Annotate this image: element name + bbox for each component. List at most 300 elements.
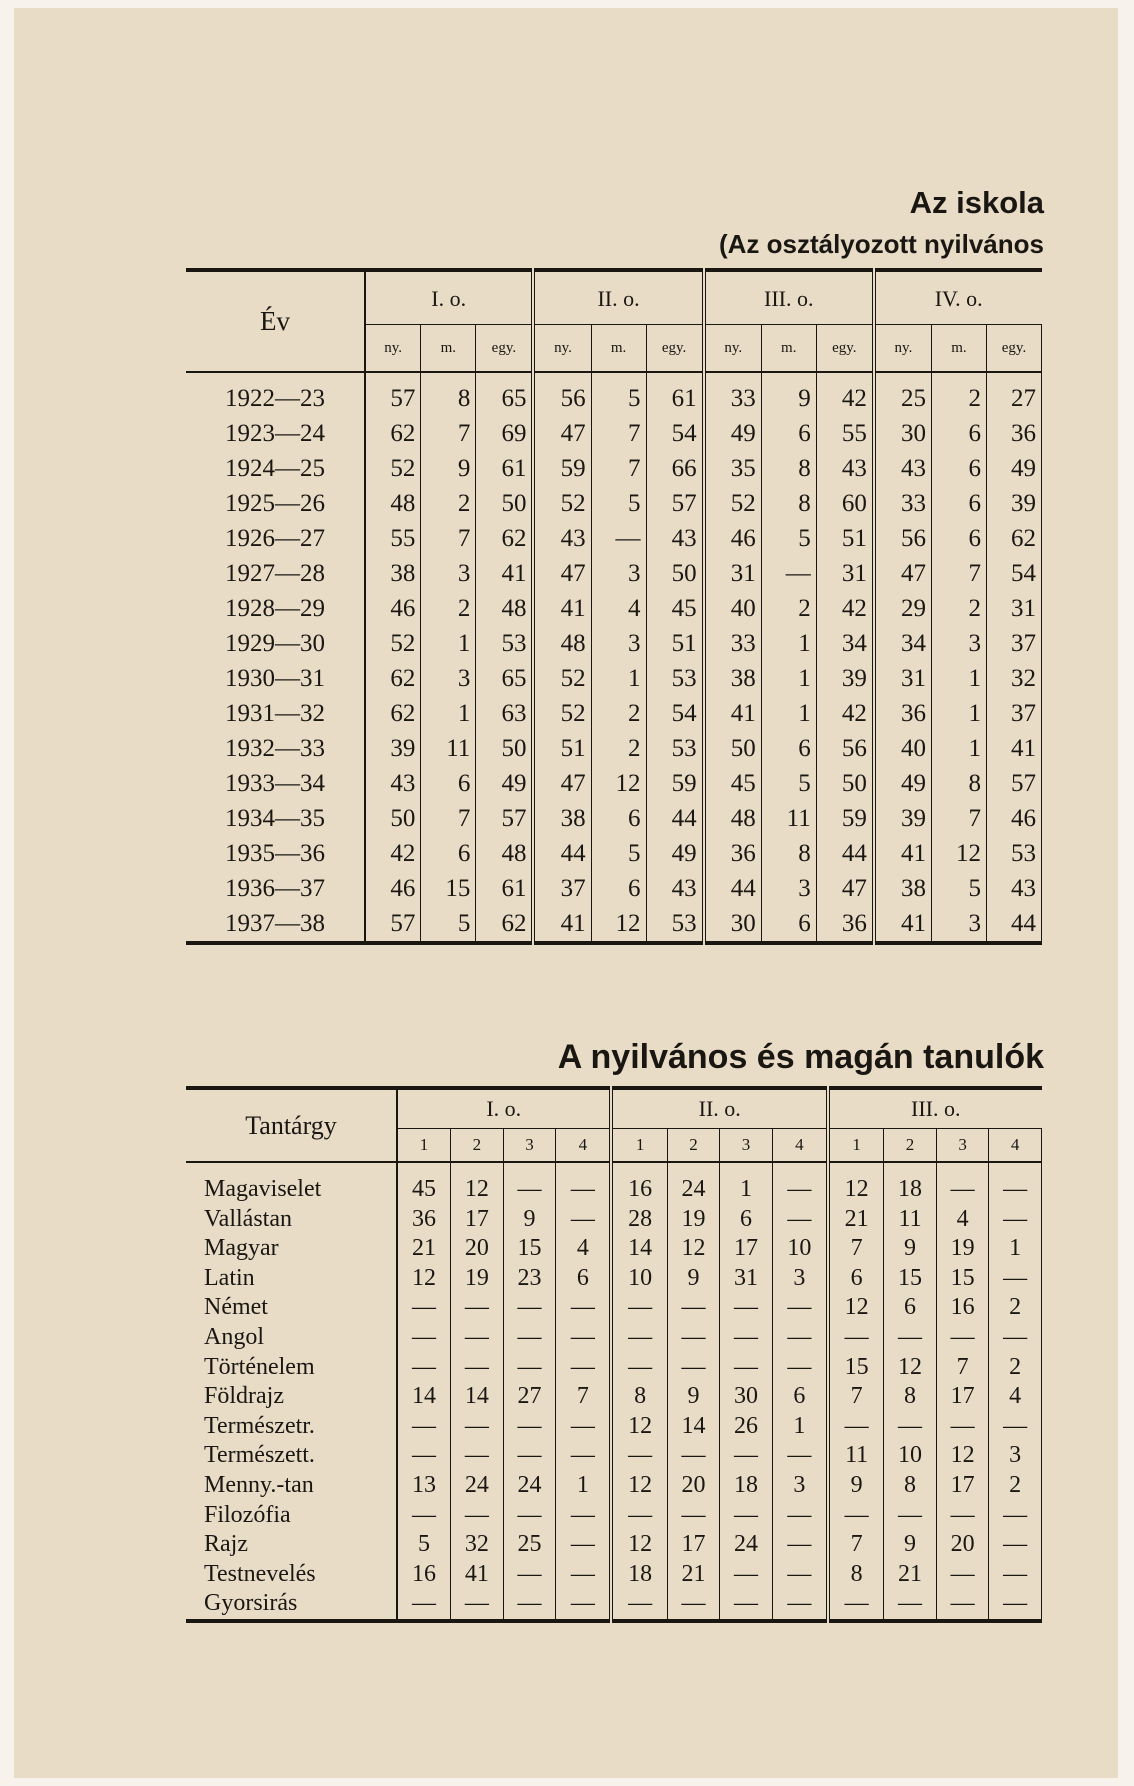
- value-cell: —: [451, 1441, 504, 1471]
- value-cell: 17: [936, 1471, 989, 1501]
- value-cell: 57: [365, 906, 421, 943]
- value-cell: 33: [874, 486, 932, 521]
- value-cell: 31: [874, 661, 932, 696]
- value-cell: 52: [533, 661, 591, 696]
- value-cell: 62: [476, 906, 534, 943]
- value-cell: 48: [476, 591, 534, 626]
- value-cell: 5: [761, 521, 816, 556]
- subcolumn-header: egy.: [816, 325, 874, 373]
- value-cell: 57: [365, 372, 421, 416]
- value-cell: 62: [986, 521, 1041, 556]
- value-cell: 9: [667, 1264, 720, 1294]
- value-cell: —: [989, 1589, 1042, 1621]
- year-cell: 1930—31: [186, 661, 365, 696]
- value-cell: 44: [816, 836, 874, 871]
- value-cell: 38: [704, 661, 762, 696]
- value-cell: —: [556, 1323, 612, 1353]
- year-cell: 1937—38: [186, 906, 365, 943]
- table-row: [186, 1162, 1042, 1205]
- value-cell: 56: [816, 731, 874, 766]
- value-cell: 49: [476, 766, 534, 801]
- value-cell: 46: [365, 871, 421, 906]
- value-cell: —: [936, 1589, 989, 1621]
- value-cell: —: [397, 1589, 451, 1621]
- value-cell: 31: [816, 556, 874, 591]
- value-cell: 6: [772, 1382, 828, 1412]
- value-cell: 39: [816, 661, 874, 696]
- value-cell: 27: [986, 372, 1041, 416]
- value-cell: —: [556, 1293, 612, 1323]
- value-cell: 9: [503, 1205, 556, 1235]
- value-cell: 54: [646, 696, 704, 731]
- value-cell: 43: [365, 766, 421, 801]
- value-cell: 8: [761, 451, 816, 486]
- value-cell: —: [556, 1412, 612, 1442]
- value-cell: 18: [611, 1560, 667, 1590]
- value-cell: —: [667, 1323, 720, 1353]
- value-cell: 41: [451, 1560, 504, 1590]
- value-cell: 5: [397, 1530, 451, 1560]
- value-cell: 17: [667, 1530, 720, 1560]
- value-cell: 12: [451, 1162, 504, 1205]
- value-cell: 56: [874, 521, 932, 556]
- value-cell: 36: [397, 1205, 451, 1235]
- value-cell: 45: [646, 591, 704, 626]
- class-header: II. o.: [611, 1088, 828, 1129]
- value-cell: 53: [986, 836, 1041, 871]
- value-cell: 8: [421, 372, 476, 416]
- value-cell: 44: [646, 801, 704, 836]
- value-cell: —: [611, 1441, 667, 1471]
- value-cell: —: [884, 1501, 937, 1531]
- value-cell: —: [772, 1589, 828, 1621]
- value-cell: 14: [397, 1382, 451, 1412]
- value-cell: 12: [611, 1530, 667, 1560]
- value-cell: 62: [365, 661, 421, 696]
- subcolumn-header: egy.: [986, 325, 1041, 373]
- value-cell: 24: [451, 1471, 504, 1501]
- value-cell: 23: [503, 1264, 556, 1294]
- value-cell: 37: [986, 626, 1041, 661]
- year-cell: 1928—29: [186, 591, 365, 626]
- value-cell: 43: [874, 451, 932, 486]
- value-cell: 2: [591, 731, 646, 766]
- value-cell: 37: [986, 696, 1041, 731]
- value-cell: 36: [874, 696, 932, 731]
- value-cell: —: [667, 1293, 720, 1323]
- value-cell: —: [936, 1323, 989, 1353]
- table-row: [186, 1589, 1042, 1621]
- value-cell: 12: [932, 836, 987, 871]
- subject-cell: Földrajz: [186, 1382, 397, 1412]
- table-row: [186, 451, 1042, 486]
- value-cell: —: [556, 1530, 612, 1560]
- value-cell: 49: [646, 836, 704, 871]
- value-cell: —: [772, 1205, 828, 1235]
- value-cell: 2: [932, 591, 987, 626]
- value-cell: 1: [932, 731, 987, 766]
- value-cell: 47: [874, 556, 932, 591]
- value-cell: —: [451, 1589, 504, 1621]
- value-cell: 49: [704, 416, 762, 451]
- value-cell: 50: [476, 486, 534, 521]
- value-cell: 24: [720, 1530, 773, 1560]
- year-cell: 1926—27: [186, 521, 365, 556]
- value-cell: 54: [986, 556, 1041, 591]
- yearly-enrollment-table: [186, 268, 1042, 945]
- value-cell: 53: [476, 626, 534, 661]
- value-cell: 41: [874, 836, 932, 871]
- value-cell: —: [397, 1412, 451, 1442]
- table-row: [186, 1471, 1042, 1501]
- value-cell: 8: [761, 836, 816, 871]
- value-cell: 65: [476, 661, 534, 696]
- subcolumn-header: m.: [932, 325, 987, 373]
- value-cell: 39: [874, 801, 932, 836]
- value-cell: —: [989, 1501, 1042, 1531]
- value-cell: 43: [533, 521, 591, 556]
- value-cell: 6: [591, 801, 646, 836]
- value-cell: 30: [874, 416, 932, 451]
- grade-subcolumn-header: 2: [451, 1129, 504, 1163]
- value-cell: 2: [761, 591, 816, 626]
- value-cell: 21: [667, 1560, 720, 1590]
- value-cell: —: [772, 1501, 828, 1531]
- value-cell: 41: [986, 731, 1041, 766]
- value-cell: 53: [646, 906, 704, 943]
- grade-subcolumn-header: 4: [772, 1129, 828, 1163]
- subject-cell: Rajz: [186, 1530, 397, 1560]
- value-cell: 44: [533, 836, 591, 871]
- value-cell: 11: [421, 731, 476, 766]
- value-cell: 5: [932, 871, 987, 906]
- value-cell: 61: [476, 871, 534, 906]
- value-cell: —: [772, 1560, 828, 1590]
- value-cell: 36: [816, 906, 874, 943]
- value-cell: 41: [476, 556, 534, 591]
- value-cell: 43: [646, 871, 704, 906]
- value-cell: 48: [704, 801, 762, 836]
- table-row: [186, 486, 1042, 521]
- value-cell: 6: [761, 416, 816, 451]
- value-cell: 8: [932, 766, 987, 801]
- value-cell: 61: [646, 372, 704, 416]
- value-cell: 6: [421, 836, 476, 871]
- value-cell: 47: [533, 416, 591, 451]
- value-cell: 42: [816, 372, 874, 416]
- value-cell: 6: [828, 1264, 884, 1294]
- table-row: [186, 521, 1042, 556]
- value-cell: 11: [761, 801, 816, 836]
- value-cell: 62: [365, 416, 421, 451]
- value-cell: 2: [591, 696, 646, 731]
- subject-cell: Latin: [186, 1264, 397, 1294]
- value-cell: 19: [936, 1234, 989, 1264]
- value-cell: 41: [704, 696, 762, 731]
- value-cell: 42: [816, 696, 874, 731]
- value-cell: 40: [704, 591, 762, 626]
- table-row: [186, 801, 1042, 836]
- value-cell: 8: [761, 486, 816, 521]
- value-cell: 1: [591, 661, 646, 696]
- value-cell: 59: [533, 451, 591, 486]
- value-cell: 42: [365, 836, 421, 871]
- value-cell: 20: [451, 1234, 504, 1264]
- value-cell: 45: [704, 766, 762, 801]
- value-cell: 50: [704, 731, 762, 766]
- table-row: [186, 871, 1042, 906]
- value-cell: —: [397, 1441, 451, 1471]
- value-cell: 6: [884, 1293, 937, 1323]
- value-cell: —: [667, 1441, 720, 1471]
- grade-subcolumn-header: 4: [989, 1129, 1042, 1163]
- value-cell: —: [451, 1501, 504, 1531]
- value-cell: 8: [611, 1382, 667, 1412]
- value-cell: 51: [646, 626, 704, 661]
- value-cell: —: [667, 1353, 720, 1383]
- value-cell: —: [451, 1412, 504, 1442]
- value-cell: 27: [503, 1382, 556, 1412]
- value-cell: 30: [720, 1382, 773, 1412]
- value-cell: 65: [476, 372, 534, 416]
- value-cell: —: [936, 1412, 989, 1442]
- value-cell: 9: [761, 372, 816, 416]
- value-cell: 9: [884, 1530, 937, 1560]
- value-cell: 7: [591, 451, 646, 486]
- value-cell: —: [828, 1501, 884, 1531]
- year-cell: 1932—33: [186, 731, 365, 766]
- value-cell: 5: [421, 906, 476, 943]
- grade-subcolumn-header: 2: [884, 1129, 937, 1163]
- value-cell: 7: [932, 556, 987, 591]
- grade-subcolumn-header: 1: [828, 1129, 884, 1163]
- page-subtitle: (Az osztályozott nyilvános: [718, 229, 1044, 259]
- table-row: [186, 661, 1042, 696]
- value-cell: 19: [667, 1205, 720, 1235]
- value-cell: —: [503, 1501, 556, 1531]
- value-cell: 43: [816, 451, 874, 486]
- value-cell: 3: [772, 1264, 828, 1294]
- value-cell: 18: [884, 1162, 937, 1205]
- year-cell: 1922—23: [186, 372, 365, 416]
- value-cell: 6: [421, 766, 476, 801]
- subject-cell: Angol: [186, 1323, 397, 1353]
- value-cell: —: [828, 1589, 884, 1621]
- value-cell: 9: [421, 451, 476, 486]
- value-cell: —: [503, 1589, 556, 1621]
- value-cell: 6: [556, 1264, 612, 1294]
- value-cell: 2: [989, 1293, 1042, 1323]
- value-cell: 6: [720, 1205, 773, 1235]
- value-cell: 41: [533, 591, 591, 626]
- subject-cell: Gyorsirás: [186, 1589, 397, 1621]
- value-cell: 9: [667, 1382, 720, 1412]
- value-cell: 14: [667, 1412, 720, 1442]
- value-cell: —: [556, 1560, 612, 1590]
- value-cell: 4: [989, 1382, 1042, 1412]
- value-cell: —: [720, 1501, 773, 1531]
- value-cell: —: [451, 1323, 504, 1353]
- value-cell: 26: [720, 1412, 773, 1442]
- value-cell: 1: [421, 626, 476, 661]
- value-cell: 1: [932, 696, 987, 731]
- table-row: [186, 1264, 1042, 1294]
- value-cell: 1: [761, 696, 816, 731]
- grade-subcolumn-header: 3: [720, 1129, 773, 1163]
- subject-cell: Német: [186, 1293, 397, 1323]
- value-cell: —: [556, 1353, 612, 1383]
- value-cell: 3: [932, 626, 987, 661]
- value-cell: —: [397, 1323, 451, 1353]
- table-row: [186, 1412, 1042, 1442]
- value-cell: 44: [704, 871, 762, 906]
- value-cell: 2: [421, 591, 476, 626]
- value-cell: 38: [365, 556, 421, 591]
- year-header: Év: [186, 270, 365, 372]
- subject-cell: Magyar: [186, 1234, 397, 1264]
- value-cell: —: [503, 1441, 556, 1471]
- value-cell: 31: [704, 556, 762, 591]
- value-cell: 3: [932, 906, 987, 943]
- class-header: I. o.: [365, 270, 533, 325]
- value-cell: 1: [720, 1162, 773, 1205]
- table-row: [186, 416, 1042, 451]
- table-row: [186, 1501, 1042, 1531]
- year-cell: 1936—37: [186, 871, 365, 906]
- value-cell: 61: [476, 451, 534, 486]
- year-cell: 1934—35: [186, 801, 365, 836]
- value-cell: 54: [646, 416, 704, 451]
- subject-cell: Menny.-tan: [186, 1471, 397, 1501]
- value-cell: 16: [936, 1293, 989, 1323]
- value-cell: 24: [667, 1162, 720, 1205]
- value-cell: 33: [704, 626, 762, 661]
- value-cell: 31: [986, 591, 1041, 626]
- value-cell: —: [556, 1205, 612, 1235]
- value-cell: 57: [646, 486, 704, 521]
- value-cell: 46: [365, 591, 421, 626]
- value-cell: 37: [533, 871, 591, 906]
- value-cell: 47: [533, 766, 591, 801]
- value-cell: 50: [646, 556, 704, 591]
- value-cell: 40: [874, 731, 932, 766]
- value-cell: —: [884, 1412, 937, 1442]
- table-row: [186, 1441, 1042, 1471]
- value-cell: —: [720, 1589, 773, 1621]
- table-row: [186, 1353, 1042, 1383]
- value-cell: —: [989, 1412, 1042, 1442]
- table-row: [186, 591, 1042, 626]
- table-row: [186, 1382, 1042, 1412]
- value-cell: —: [989, 1530, 1042, 1560]
- value-cell: 15: [828, 1353, 884, 1383]
- value-cell: —: [772, 1323, 828, 1353]
- value-cell: —: [397, 1293, 451, 1323]
- value-cell: 59: [646, 766, 704, 801]
- value-cell: 28: [611, 1205, 667, 1235]
- grade-subcolumn-header: 2: [667, 1129, 720, 1163]
- value-cell: 17: [720, 1234, 773, 1264]
- value-cell: 52: [365, 626, 421, 661]
- value-cell: —: [936, 1560, 989, 1590]
- class-header: III. o.: [704, 270, 874, 325]
- value-cell: —: [989, 1323, 1042, 1353]
- value-cell: 6: [932, 451, 987, 486]
- table-row: [186, 731, 1042, 766]
- value-cell: 7: [421, 521, 476, 556]
- value-cell: 3: [421, 556, 476, 591]
- value-cell: 1: [556, 1471, 612, 1501]
- grade-subcolumn-header: 3: [936, 1129, 989, 1163]
- value-cell: —: [772, 1162, 828, 1205]
- value-cell: 6: [932, 521, 987, 556]
- value-cell: 7: [932, 801, 987, 836]
- value-cell: 62: [365, 696, 421, 731]
- subcolumn-header: m.: [761, 325, 816, 373]
- value-cell: 3: [591, 556, 646, 591]
- value-cell: —: [611, 1501, 667, 1531]
- value-cell: 36: [704, 836, 762, 871]
- value-cell: —: [828, 1323, 884, 1353]
- value-cell: 7: [591, 416, 646, 451]
- year-cell: 1924—25: [186, 451, 365, 486]
- year-cell: 1923—24: [186, 416, 365, 451]
- value-cell: —: [772, 1353, 828, 1383]
- table-row: [186, 1560, 1042, 1590]
- value-cell: 50: [476, 731, 534, 766]
- value-cell: 11: [828, 1441, 884, 1471]
- value-cell: 35: [704, 451, 762, 486]
- value-cell: 17: [451, 1205, 504, 1235]
- value-cell: 4: [936, 1205, 989, 1235]
- value-cell: 5: [591, 372, 646, 416]
- value-cell: 46: [986, 801, 1041, 836]
- grade-subcolumn-header: 1: [611, 1129, 667, 1163]
- subject-cell: Természetr.: [186, 1412, 397, 1442]
- value-cell: —: [556, 1501, 612, 1531]
- table-row: [186, 626, 1042, 661]
- year-cell: 1935—36: [186, 836, 365, 871]
- value-cell: —: [828, 1412, 884, 1442]
- value-cell: 12: [936, 1441, 989, 1471]
- grade-subcolumn-header: 4: [556, 1129, 612, 1163]
- value-cell: 16: [611, 1162, 667, 1205]
- value-cell: 6: [591, 871, 646, 906]
- value-cell: 7: [936, 1353, 989, 1383]
- value-cell: —: [761, 556, 816, 591]
- value-cell: 10: [884, 1441, 937, 1471]
- value-cell: —: [936, 1162, 989, 1205]
- value-cell: 69: [476, 416, 534, 451]
- subject-cell: Történelem: [186, 1353, 397, 1383]
- value-cell: 62: [476, 521, 534, 556]
- value-cell: —: [503, 1323, 556, 1353]
- class-header: IV. o.: [874, 270, 1042, 325]
- value-cell: 10: [611, 1264, 667, 1294]
- value-cell: —: [611, 1353, 667, 1383]
- value-cell: 8: [828, 1560, 884, 1590]
- value-cell: 38: [533, 801, 591, 836]
- subject-header: Tantárgy: [186, 1088, 397, 1162]
- value-cell: 31: [720, 1264, 773, 1294]
- value-cell: 4: [556, 1234, 612, 1264]
- value-cell: 9: [828, 1471, 884, 1501]
- value-cell: 7: [828, 1234, 884, 1264]
- value-cell: —: [720, 1353, 773, 1383]
- value-cell: —: [989, 1264, 1042, 1294]
- value-cell: 52: [533, 486, 591, 521]
- value-cell: 15: [503, 1234, 556, 1264]
